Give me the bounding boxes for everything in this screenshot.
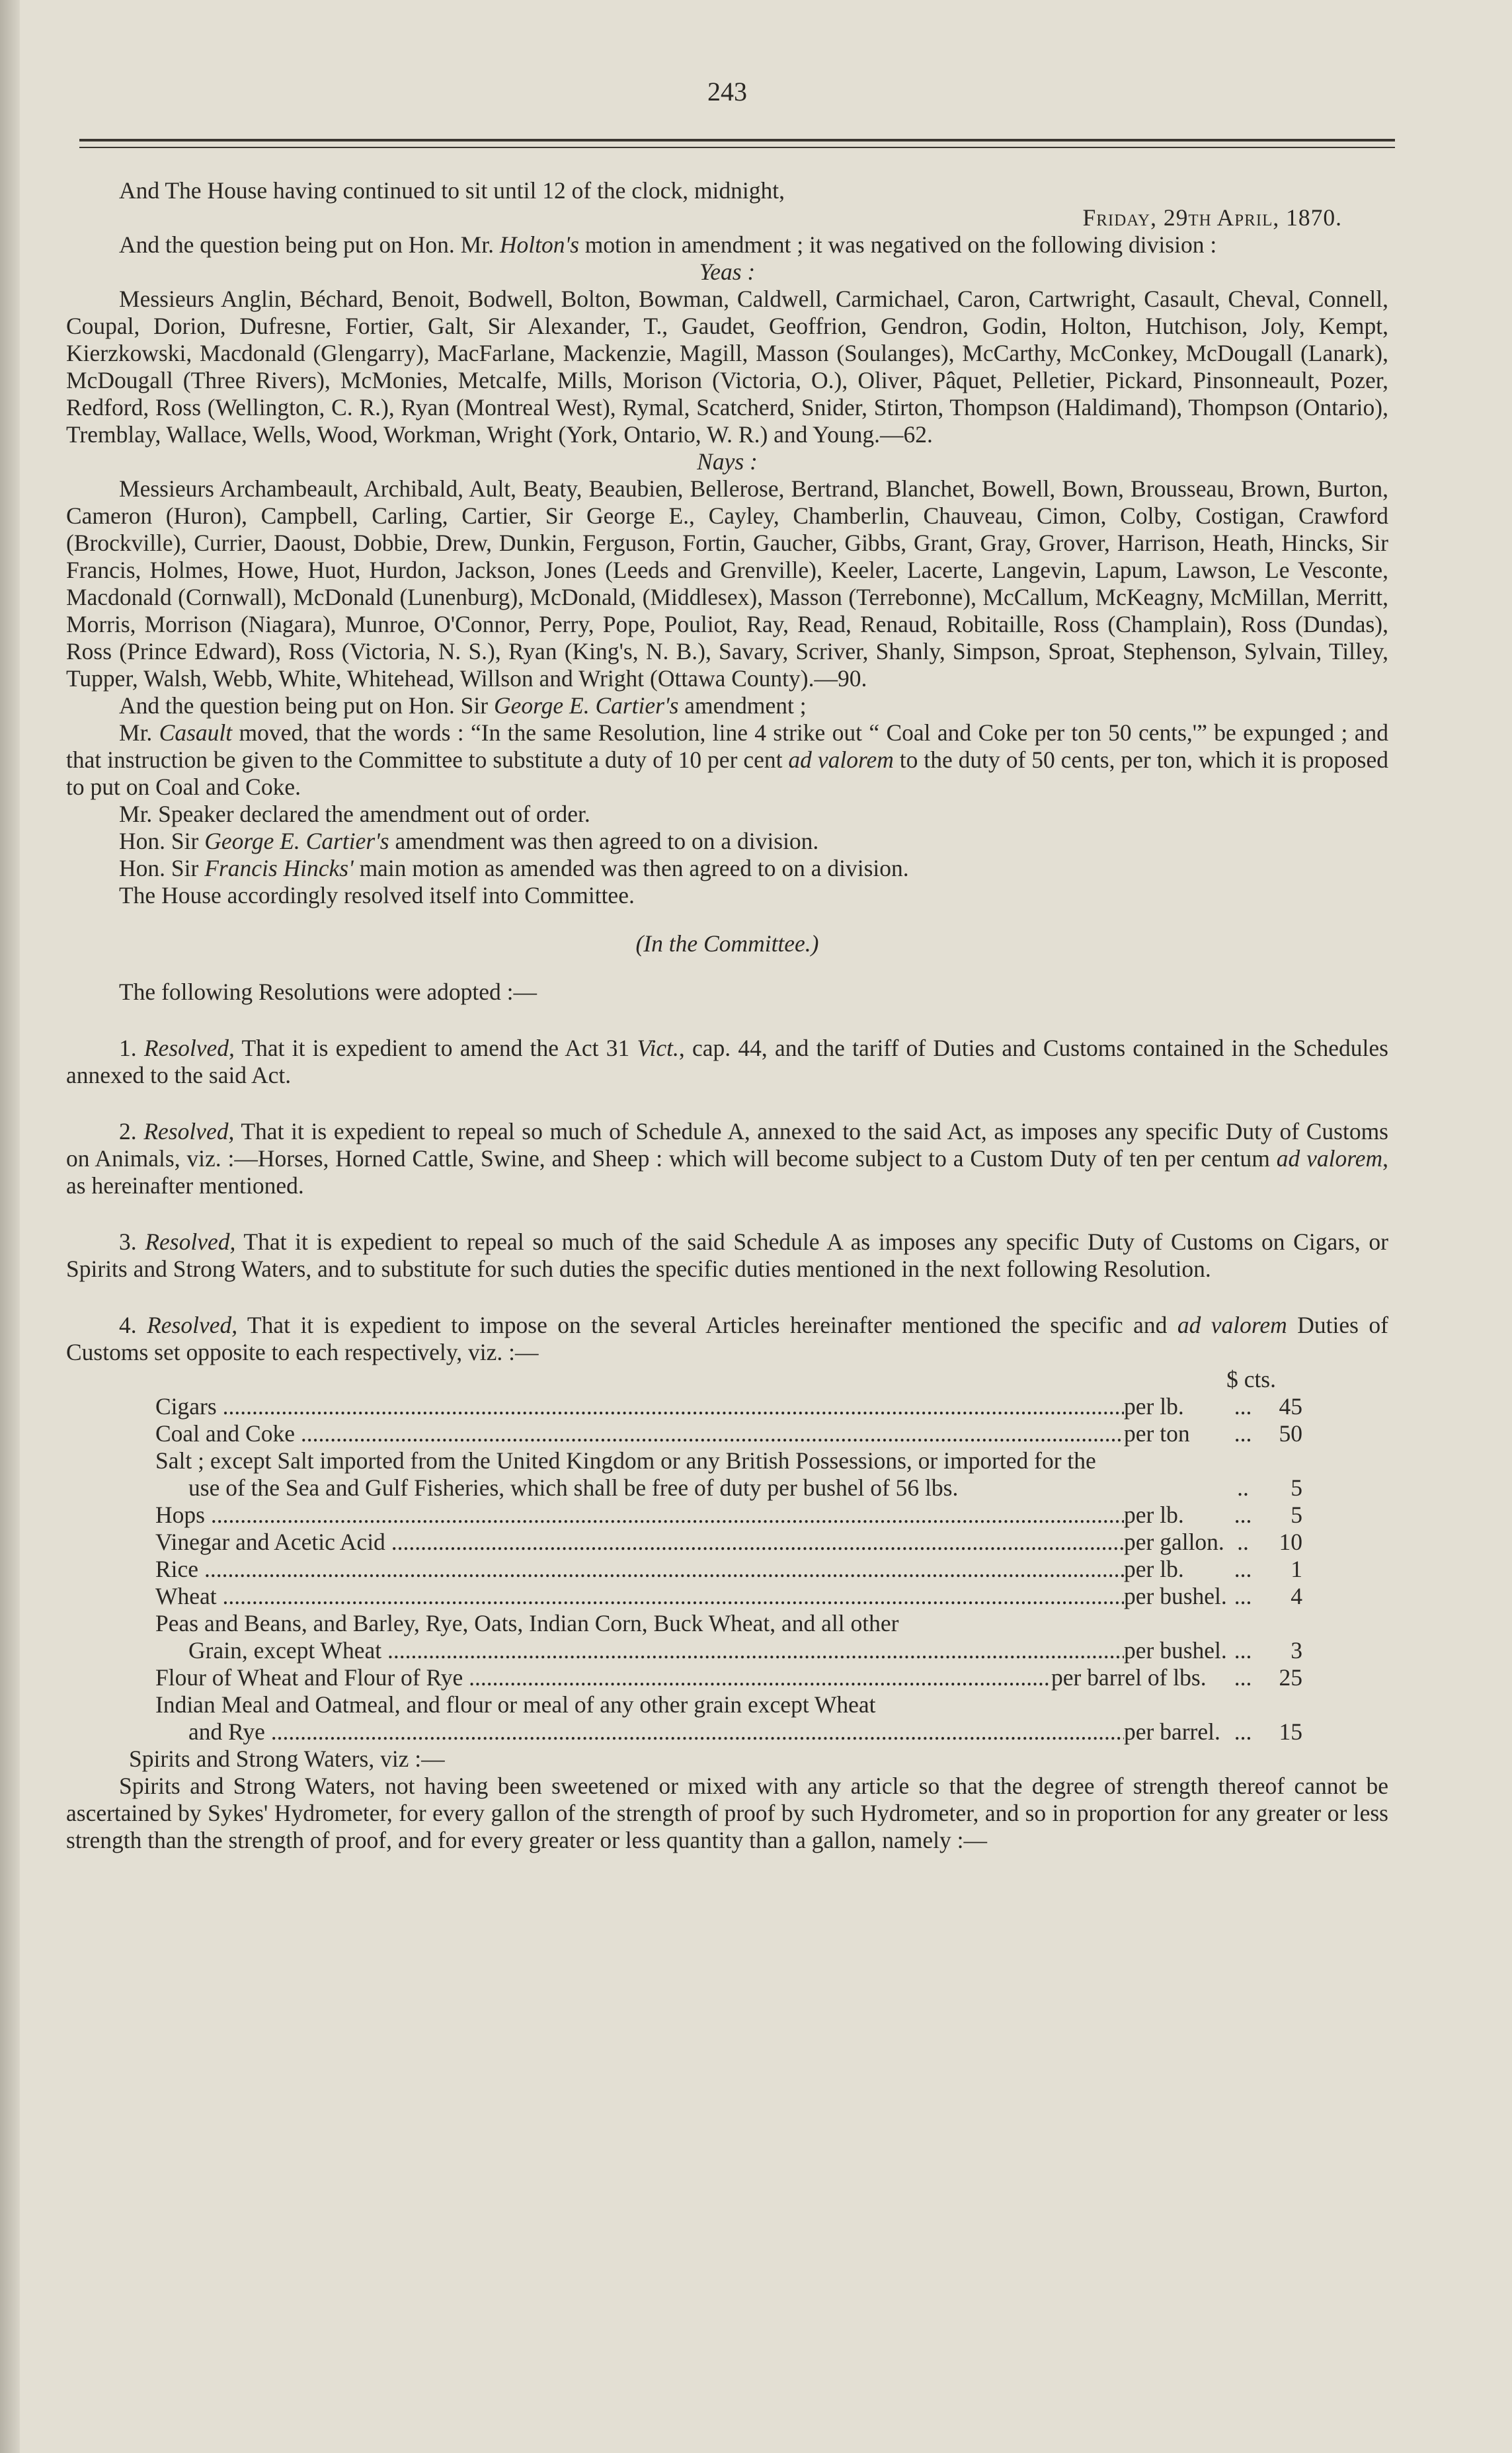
meal-entry xyxy=(155,1691,1302,1746)
resolution-1 xyxy=(66,1035,1388,1089)
item-amount: 50 xyxy=(1279,1420,1302,1447)
salt-line-2: use of the Sea and Gulf Fisheries, which shall be free of duty per bushel of 56 lbs. xyxy=(188,1474,959,1501)
schedule-row xyxy=(155,1556,1302,1583)
question-post: motion in amendment ; it was negatived on the following division : xyxy=(578,231,1217,258)
res2-italic: ad valorem xyxy=(1276,1145,1383,1172)
item-amount: 1 xyxy=(1291,1556,1302,1582)
peas-line-1: Peas and Beans, and Barley, Rye, Oats, Indian Corn, Buck Wheat, and all other xyxy=(155,1610,899,1636)
resolution-4 xyxy=(66,1312,1388,1366)
q2-name: George E. Cartier's xyxy=(493,692,679,719)
meal-line-1: Indian Meal and Oatmeal, and flour or meal of any other grain except Wheat xyxy=(155,1691,876,1718)
res4-italic: ad valorem xyxy=(1177,1312,1287,1338)
q2-post: amendment ; xyxy=(678,692,807,719)
yeas-list: Messieurs Anglin, Béchard, Benoit, Bodwell, Bolton, Bowman, Caldwell, Carmichael, Caron, Cartwright, Casault, Cheval, Connell, Coupal, Dorion, Dufresne, Fortier, Galt, Sir Alexander, T., Gaudet, Geoffrion, Gendron, Godin, Holton, Hutchison, Joly, Kempt, Kierzkowski, Macdonald (Glengarry), MacFarlane, Mackenzie, Magill, Masson (Soulanges), McCarthy, McConkey, McDougall (Lanark), McDougall (Three Rivers), McMonies, Metcalfe, Mills, Morison (Victoria, O.), Oliver, Pâquet, Pelletier, Pickard, Pinsonneault, Pozer, Redford, Ross (Wellington, C. R.), Ryan (Montreal West), Rymal, Scatcherd, Snider, Stirton, Thompson (Haldimand), Thompson (Ontario), Tremblay, Wallace, Wells, Wood, Workman, Wright (York, Ontario, W. R.) and Young.—62. xyxy=(66,286,1388,448)
casault-pre: Mr. xyxy=(119,719,159,746)
res2-text-b: , as hereinafter mentioned. xyxy=(66,1145,1388,1199)
item-description: Vinegar and Acetic Acid ..... xyxy=(155,1529,1124,1556)
hincks-post: main motion as amended was then agreed to on a division. xyxy=(353,855,909,881)
item-dots: .. xyxy=(1237,1474,1249,1501)
house-paragraph: The House accordingly resolved itself into Committee. xyxy=(119,882,635,908)
item-dots: ... xyxy=(1234,1556,1252,1582)
item-description: Coal and Coke ..... xyxy=(155,1420,1124,1447)
spacer xyxy=(66,957,1388,979)
resolutions-intro: The following Resolutions were adopted :— xyxy=(119,979,537,1005)
item-amount: 5 xyxy=(1291,1474,1302,1501)
item-unit: per gallon. xyxy=(1124,1529,1224,1555)
item-amount: 4 xyxy=(1291,1583,1302,1609)
item-dots: ... xyxy=(1234,1637,1252,1664)
cartier-pre: Hon. Sir xyxy=(119,828,205,854)
peas-entry xyxy=(155,1610,1302,1664)
item-unit: per lb. xyxy=(1124,1393,1184,1420)
item-unit: per barrel of lbs. xyxy=(1051,1664,1207,1691)
item-unit: per bushel. xyxy=(1124,1637,1227,1664)
res1-text-a: That it is expedient to amend the Act 31 xyxy=(234,1035,637,1061)
header-rule xyxy=(79,139,1395,148)
date-line: Friday, 29th April, 1870. xyxy=(1082,204,1342,231)
cartier-paragraph xyxy=(66,828,1388,855)
schedule-row xyxy=(155,1502,1302,1529)
yeas-heading: Yeas : xyxy=(699,259,756,285)
cartier-post: amendment was then agreed to on a division. xyxy=(389,828,819,854)
schedule-row xyxy=(155,1529,1302,1556)
casault-name: Casault xyxy=(159,719,233,746)
casault-post: to the duty of 50 cents, per ton, which it is proposed to put on Coal and Coke. xyxy=(66,746,1388,800)
item-description: Rice ..... xyxy=(155,1556,1124,1583)
schedule-row xyxy=(155,1420,1302,1447)
res1-vict: Vict. xyxy=(637,1035,679,1061)
item-unit: per lb. xyxy=(1124,1502,1184,1528)
text-flow xyxy=(66,177,1388,1854)
spacer xyxy=(66,1089,1388,1118)
page-number: 243 xyxy=(707,77,747,106)
salt-entry xyxy=(155,1447,1302,1502)
item-amount: 25 xyxy=(1279,1664,1302,1691)
schedule-row xyxy=(155,1583,1302,1610)
meal-row xyxy=(155,1718,1302,1746)
res1-num: 1. xyxy=(119,1035,144,1061)
res1-resolved: Resolved, xyxy=(143,1035,235,1061)
hincks-pre: Hon. Sir xyxy=(119,855,205,881)
question-name: Holton's xyxy=(499,231,579,258)
res4-text-a: That it is expedient to impose on the several Articles hereinafter mentioned the specific and xyxy=(237,1312,1177,1338)
res2-text-a: That it is expedient to repeal so much of Schedule A, annexed to the said Act, as imposes any specific Duty of Customs on Animals, viz. :—Horses, Horned Cattle, Swine, and Sheep : which will become subject to a Custom Duty of ten per centum xyxy=(66,1118,1388,1172)
salt-line-1: Salt ; except Salt imported from the United Kingdom or any British Possessions, or imported for the xyxy=(155,1447,1096,1474)
item-amount: 15 xyxy=(1279,1718,1302,1745)
q2-pre: And the question being put on Hon. Sir xyxy=(119,692,494,719)
spirits-paragraph: Spirits and Strong Waters, not having been sweetened or mixed with any article so that the degree of strength thereof cannot be ascertained by Sykes' Hydrometer, for every gallon of the strength of proof by such Hydrometer, and so in proportion for any greater or less strength than the strength of proof, and for every greater or less quantity than a gallon, namely :— xyxy=(66,1773,1388,1853)
item-unit: per lb. xyxy=(1124,1556,1184,1582)
salt-row xyxy=(155,1474,1302,1502)
item-amount: 3 xyxy=(1291,1637,1302,1664)
question-paragraph xyxy=(66,231,1388,259)
item-description: Flour of Wheat and Flour of Rye ..... xyxy=(155,1664,1051,1691)
meal-line-2: and Rye ..... xyxy=(155,1718,1124,1746)
item-description: Cigars ..... xyxy=(155,1393,1124,1420)
res2-num: 2. xyxy=(119,1118,144,1145)
nays-heading: Nays : xyxy=(697,448,758,475)
schedule-currency-header: $ cts. xyxy=(1226,1366,1276,1392)
schedule-row xyxy=(155,1664,1302,1691)
peas-row xyxy=(155,1637,1302,1664)
cartier-name: George E. Cartier's xyxy=(204,828,389,854)
item-dots: ... xyxy=(1234,1502,1252,1528)
item-dots: ... xyxy=(1234,1664,1252,1691)
res1-text-b: , cap. 44, and the tariff of Duties and Customs contained in the Schedules annexed to the said Act. xyxy=(66,1035,1388,1088)
res3-num: 3. xyxy=(119,1228,145,1255)
item-unit: per ton xyxy=(1124,1420,1190,1447)
item-description: Hops ..... xyxy=(155,1502,1124,1529)
resolution-3 xyxy=(66,1228,1388,1283)
casault-paragraph xyxy=(66,719,1388,801)
item-description: Wheat ..... xyxy=(155,1583,1124,1610)
res4-resolved: Resolved, xyxy=(147,1312,238,1338)
spacer xyxy=(66,1199,1388,1228)
item-dots: ... xyxy=(1234,1420,1252,1447)
question2-paragraph xyxy=(66,692,1388,719)
spacer xyxy=(66,909,1388,930)
intro-paragraph: And The House having continued to sit until 12 of the clock, midnight, xyxy=(119,177,785,204)
nays-list: Messieurs Archambeault, Archibald, Ault, Beaty, Beaubien, Bellerose, Bertrand, Blanchet, Bowell, Bown, Brousseau, Brown, Burton, Cameron (Huron), Campbell, Carling, Cartier, Sir George E., Cayley, Chamberlin, Chauveau, Cimon, Colby, Costigan, Crawford (Brockville), Currier, Daoust, Dobbie, Drew, Dunkin, Ferguson, Fortin, Gaucher, Gibbs, Grant, Gray, Grover, Harrison, Heath, Hincks, Sir Francis, Holmes, Howe, Huot, Hurdon, Jackson, Jones (Leeds and Grenville), Keeler, Lacerte, Langevin, Lapum, Lawson, Le Vesconte, Macdonald (Cornwall), McDonald (Lunenburg), McDonald, (Middlesex), Masson (Terrebonne), McCallum, McKeagny, McMillan, Merritt, Morris, Morrison (Niagara), Munroe, O'Connor, Perry, Pope, Pouliot, Ray, Read, Renaud, Robitaille, Ross (Champlain), Ross (Dundas), Ross (Prince Edward), Ross (Victoria, N. S.), Ryan (King's, N. B.), Savary, Scriver, Shanly, Simpson, Sproat, Stephenson, Sylvain, Tilley, Tupper, Walsh, Webb, White, Whitehead, Willson and Wright (Ottawa County).—90. xyxy=(66,475,1388,692)
item-dots: ... xyxy=(1234,1393,1252,1420)
speaker-paragraph: Mr. Speaker declared the amendment out of order. xyxy=(119,801,590,827)
spacer xyxy=(66,1283,1388,1312)
spirits-heading: Spirits and Strong Waters, viz :— xyxy=(129,1746,445,1772)
item-dots: .. xyxy=(1237,1529,1249,1555)
spacer xyxy=(66,1006,1388,1035)
item-amount: 10 xyxy=(1279,1529,1302,1555)
item-amount: 45 xyxy=(1279,1393,1302,1420)
res2-resolved: Resolved, xyxy=(143,1118,235,1145)
casault-italic: ad valorem xyxy=(788,746,894,773)
committee-heading: (In the Committee.) xyxy=(635,930,819,957)
res3-text: That it is expedient to repeal so much of the said Schedule A as imposes any specific Duty of Customs on Cigars, or Spirits and Strong Waters, and to substitute for such duties the specific duties mentioned in the next following Resolution. xyxy=(66,1228,1388,1282)
item-dots: ... xyxy=(1234,1583,1252,1609)
casault-mid: moved, that the words : “In the same Resolution, line 4 strike out “ Coal and Coke per ton 50 cents,'” be expunged ; and that instruction be given to the Committee to substitute a duty of 10 per cent xyxy=(66,719,1388,773)
item-dots: ... xyxy=(1234,1718,1252,1745)
hincks-name: Francis Hincks' xyxy=(204,855,354,881)
hincks-paragraph xyxy=(66,855,1388,882)
schedule-row xyxy=(155,1393,1302,1420)
res4-text-b: Duties of Customs set opposite to each respectively, viz. :— xyxy=(66,1312,1389,1365)
item-amount: 5 xyxy=(1291,1502,1302,1528)
page-binding-edge xyxy=(0,0,20,2453)
duty-schedule xyxy=(155,1366,1302,1746)
item-unit: per barrel. xyxy=(1124,1718,1220,1745)
peas-line-2: Grain, except Wheat ..... xyxy=(155,1637,1124,1664)
res4-num: 4. xyxy=(119,1312,147,1338)
resolution-2 xyxy=(66,1118,1388,1199)
question-pre: And the question being put on Hon. Mr. xyxy=(119,231,500,258)
res3-resolved: Resolved, xyxy=(145,1228,236,1255)
item-unit: per bushel. xyxy=(1124,1583,1227,1609)
